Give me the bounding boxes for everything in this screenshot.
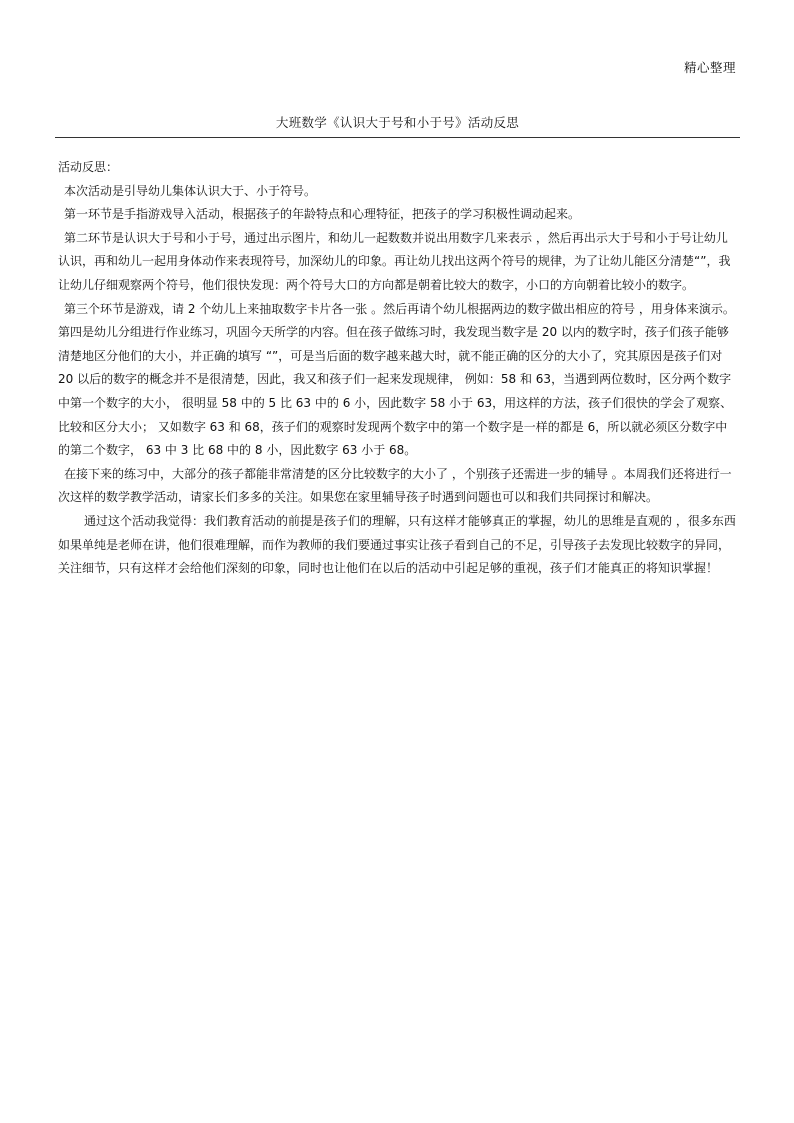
header-label: 精心整理 xyxy=(683,60,736,75)
paragraph-stage-four: 第四是幼儿分组进行作业练习，巩固今天所学的内容。但在孩子做练习时，我发现当数字是 20 以内的数字时，孩子们孩子能够清楚地区分他们的大小，并正确的填写 “”，可是当后面的数字越来越大时，就不能正确的区分的大小了，究其原因是孩子们对 20 以后的数字的概念并不是很清楚，因此，我又和孩子们一起来发现规律， 例如：58 和 63，当遇到两位数时，区分两个数字中第一个数字的大小， 很明显 58 中的 5 比 63 中的 6 小，因此数字 58 小于 63，用这样的方法，孩子们很快的学会了观察、比较和区分大小； 又如数字 63 和 68，孩子们的观察时发现两个数字中的第一个数字是一样的都是 6，所以就必须区分数字中的第二个数字， 63 中 3 比 68 中的 8 小，因此数字 63 小于 68。 xyxy=(58,325,733,458)
paragraph-stage-one: 第一环节是手指游戏导入活动，根据孩子的年龄特点和心理特征，把孩子的学习积极性调动起来。 xyxy=(64,207,581,222)
paragraph-stage-three: 第三个环节是游戏，请 2 个幼儿上来抽取数字卡片各一张 。然后再请个幼儿根据两边的数字做出相应的符号 ，用身体来演示。 xyxy=(64,301,735,316)
document-title: 大班数学《认识大于号和小于号》活动反思 xyxy=(275,115,520,130)
paragraph-conclusion: 通过这个活动我觉得：我们教育活动的前提是孩子们的理解，只有这样才能够真正的掌握，幼儿的思维是直观的 ，很多东西如果单纯是老师在讲，他们很难理解，而作为教师的我们要通过事实让孩子看到自己的不足，引导孩子去发现比较数字的异同，关注细节，只有这样才会给他们深刻的印象，同时也让他们在以后的活动中引起足够的重视，孩子们才能真正的将知识掌握！ xyxy=(58,513,736,576)
document-body xyxy=(58,156,738,581)
section-heading: 活动反思： xyxy=(58,160,119,174)
paragraph-follow-up: 在接下来的练习中，大部分的孩子都能非常清楚的区分比较数字的大小了 ，个别孩子还需进一步的辅导 。本周我们还将进行一次这样的数学教学活动，请家长们多多的关注。如果您在家里辅导孩子时遇到问题也可以和我们共同探讨和解决。 xyxy=(58,466,732,505)
paragraph-stage-two: 第二环节是认识大于号和小于号，通过出示图片，和幼儿一起数数并说出用数字几来表示 ，然后再出示大于号和小于号让幼儿认识，再和幼儿一起用身体动作来表现符号，加深幼儿的印象。再让幼儿找出这两个符号的规律，为了让幼儿能区分清楚“”，我让幼儿仔细观察两个符号，他们很快发现：两个符号大口的方向都是朝着比较大的数字，小口的方向朝着比较小的数字。 xyxy=(58,230,731,292)
title-divider xyxy=(55,137,740,138)
paragraph-intro: 本次活动是引导幼儿集体认识大于、小于符号。 xyxy=(64,183,317,198)
